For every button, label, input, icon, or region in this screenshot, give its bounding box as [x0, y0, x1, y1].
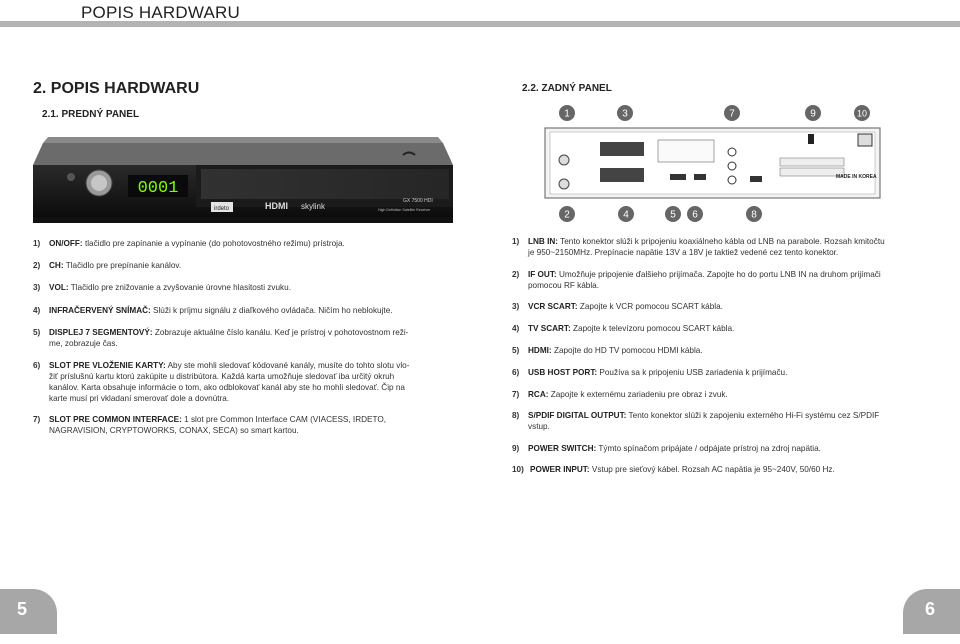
- svg-text:8: 8: [751, 209, 757, 221]
- section-title: 2. POPIS HARDWARU: [33, 80, 200, 97]
- svg-text:6: 6: [692, 209, 698, 221]
- brand-hdmi: HDMI: [265, 201, 288, 211]
- svg-text:3: 3: [622, 108, 628, 120]
- rear-panel-list: 1) LNB IN: Tento konektor slúži k pripojeniu koaxiálneho kábla od LNB na parabole. Rozsah kmitočtu je 950~2150MHz. Prepínacie napätie 13V a 18V je taktiež vedené cez tento konektor. 2) IF OUT: Umožňuje pripojenie ďalšieho prijímača. Zapojte ho do portu LNB IN na druhom prijímači pomocou RF kábla. 3) VCR SCART: Zapojte k VCR pomocou SCART kábla. 4) TV SCART: Zapojte k televízoru pomocou SCART kábla. 5) HDMI: Zapojte do HD TV pomocou HDMI kábla. 6) USB HOST PORT: Používa sa k pripojeniu USB zariadenia k prijímaču. 7) RCA: Zapojte k externému zariadeniu pre obraz i zvuk. 8) S/PDIF DIGITAL OUTPUT: Tento konektor slúži k zapojeniu externého Hi-Fi systému cez S/PDIF vstup. 9) POWER SWITCH: Týmto spínačom pripájate / odpájate prístroj na zdroj napätia. 10) POWER INPUT: Vstup pre sieťový kábel. Rozsah AC napätia je 95~240V, 50/60 Hz.: [512, 237, 885, 474]
- model-label: GX 7500 HDI: [403, 198, 433, 204]
- front-panel-subtitle: 2.1. PREDNÝ PANEL: [42, 109, 140, 120]
- brand-skylink: skylink: [301, 202, 326, 211]
- rear-panel-subtitle: 2.2. ZADNÝ PANEL: [522, 83, 612, 94]
- svg-text:9: 9: [810, 108, 816, 120]
- svg-text:2: 2: [564, 209, 570, 221]
- header-title: POPIS HARDWARU: [81, 3, 240, 22]
- front-panel-list: 1) ON/OFF: tlačidlo pre zapínanie a vypínanie (do pohotovostného režimu) prístroja. 2) CH: Tlačidlo pre prepínanie kanálov. 3) VOL: Tlačidlo pre znižovanie a zvyšovanie úrovne hlasitosti zvuku. 4) INFRAČERVENÝ SNÍMAČ: Slúži k príjmu signálu z diaľkového ovládača. Ničím ho neblokujte. 5) DISPLEJ 7 SEGMENTOVÝ: Zobrazuje aktuálne číslo kanálu. Keď je prístroj v pohotovostnom reži- me, zobrazuje čas. 6) SLOT PRE VLOŽENIE KARTY: Aby ste mohli sledovať kódované kanály, musíte do tohto slotu vlo- žiť príslušnú kartu ktorú zakúpite u distribútora. Každá karta umožňuje sledovať iba určitý okruh kanálov. Karta obsahuje informácie o tom, ako odblokovať kanál aby ste ho mohli sledovať. Čip na karte musí pri vkladaní smerovať dole a dovnútra. 7) SLOT PRE COMMON INTERFACE: 1 slot pre Common Interface CAM (VIACESS, IRDETO, NAGRAVISION, CRYPTOWORKS, CONAX, SECA) so smart kartou.: [33, 239, 410, 435]
- display-digits: 0001: [137, 179, 179, 198]
- brand-irdeto: irdeto: [214, 206, 230, 212]
- svg-text:5: 5: [670, 209, 676, 221]
- page-number-right: 6: [903, 589, 960, 634]
- svg-text:MADE IN KOREA: MADE IN KOREA: [836, 174, 877, 180]
- svg-text:4: 4: [623, 209, 629, 221]
- svg-text:1: 1: [564, 108, 570, 120]
- svg-text:10: 10: [856, 108, 868, 119]
- svg-text:7: 7: [729, 108, 735, 120]
- tagline: High Definition Satellite Receiver: [378, 208, 431, 212]
- page-number-left: 5: [0, 589, 57, 634]
